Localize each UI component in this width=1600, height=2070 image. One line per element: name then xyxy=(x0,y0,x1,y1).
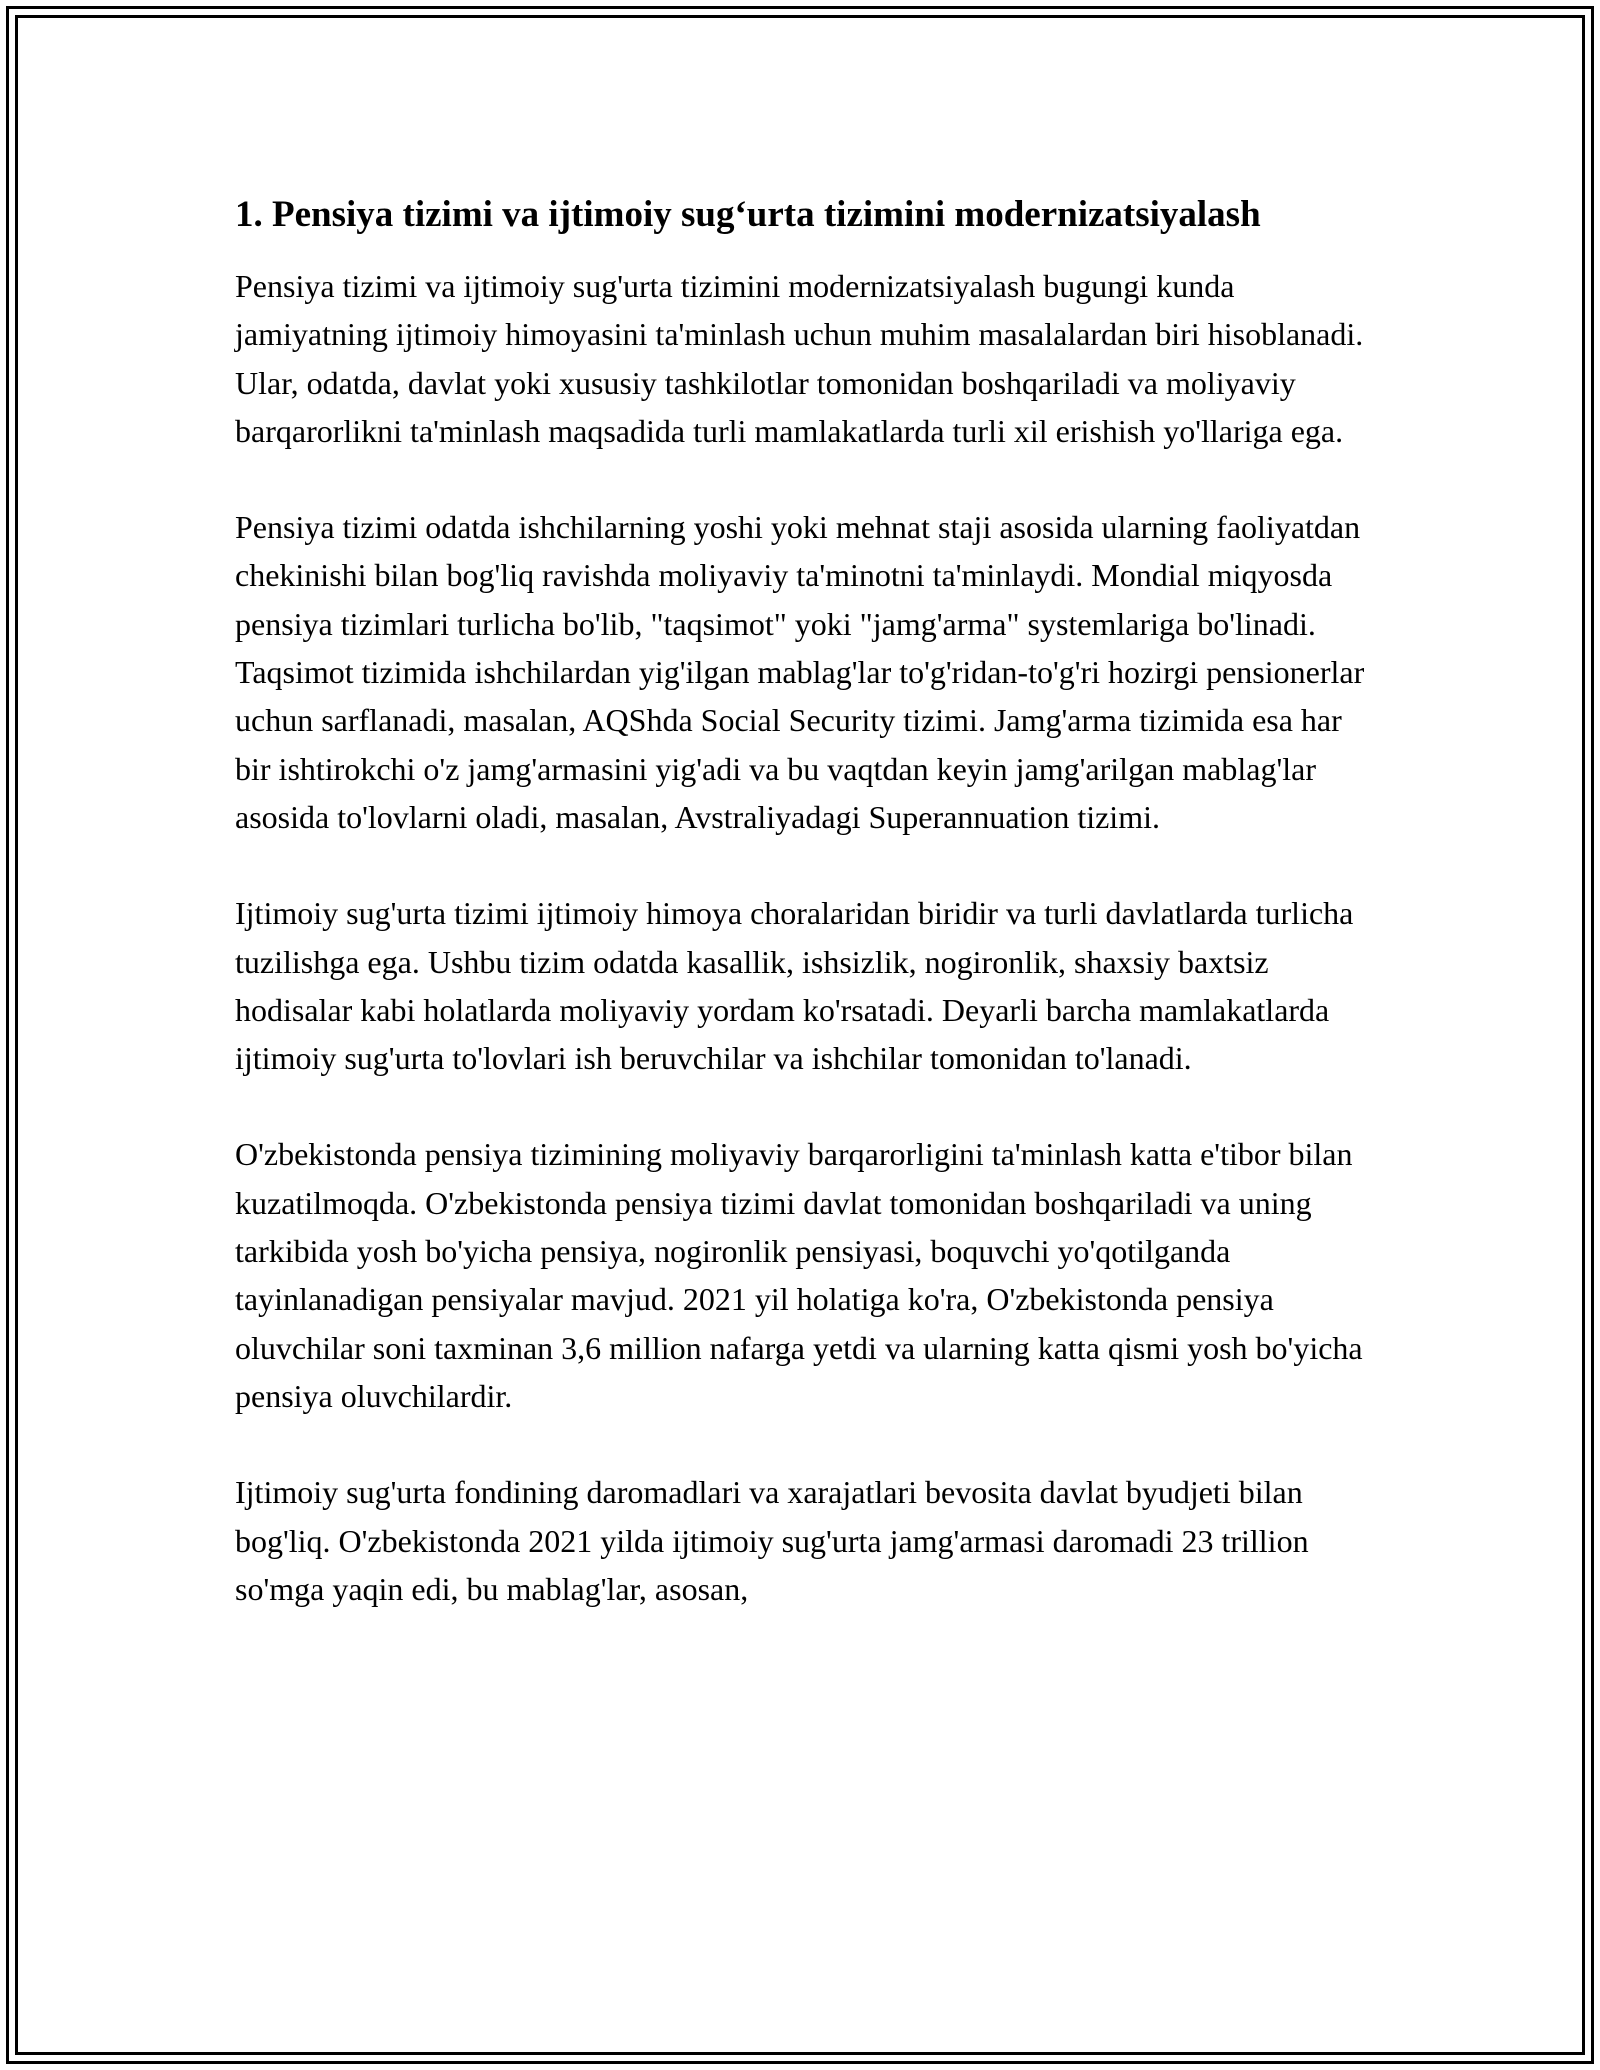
paragraph-social-insurance: Ijtimoiy sug'urta tizimi ijtimoiy himoya choralaridan biridir va turli davlatlarda turlicha tuzilishga ega. Ushbu tizim odatda kasallik, ishsizlik, nogironlik, shaxsiy baxtsiz hodisalar kabi holatlarda moliyaviy yordam ko'rsatadi. Deyarli barcha mamlakatlarda ijtimoiy sug'urta to'lovlari ish beruvchilar va ishchilar tomonidan to'lanadi. xyxy=(235,895,1354,1077)
paragraph-insurance-fund: Ijtimoiy sug'urta fondining daromadlari va xarajatlari bevosita davlat byudjeti bilan bog'liq. O'zbekistonda 2021 yilda ijtimoiy sug'urta jamg'armasi daromadi 23 trillion so'mga yaqin edi, bu mablag'lar, asosan, xyxy=(235,1474,1309,1607)
paragraph-intro: Pensiya tizimi va ijtimoiy sug'urta tizimini modernizatsiyalash bugungi kunda jamiyatning ijtimoiy himoyasini ta'minlash uchun muhim masalalardan biri hisoblanadi. Ular, odatda, davlat yoki xususiy tashkilotlar tomonidan boshqariladi va moliyaviy barqarorlikni ta'minlash maqsadida turli mamlakatlarda turli xil erishish yo'llariga ega. xyxy=(235,268,1364,449)
section-heading: 1. Pensiya tizimi va ijtimoiy sug‘urta tizimini modernizatsiyalash xyxy=(235,194,1261,235)
document-body xyxy=(235,188,1375,1661)
paragraph-pension-system: Pensiya tizimi odatda ishchilarning yoshi yoki mehnat staji asosida ularning faoliyatdan chekinishi bilan bog'liq ravishda moliyaviy ta'minotni ta'minlaydi. Mondial miqyosda pensiya tizimlari turlicha bo'lib, "taqsimot" yoki "jamg'arma" systemlariga bo'linadi. Taqsimot tizimida ishchilardan yig'ilgan mablag'lar to'g'ridan-to'g'ri hozirgi pensionerlar uchun sarflanadi, masalan, AQShda Social Security tizimi. Jamg'arma tizimida esa har bir ishtirokchi o'z jamg'armasini yig'adi va bu vaqtdan keyin jamg'arilgan mablag'lar asosida to'lovlarni oladi, masalan, Avstraliyadagi Superannuation tizimi. xyxy=(235,509,1365,835)
paragraph-uzbekistan-pension: O'zbekistonda pensiya tizimining moliyaviy barqarorligini ta'minlash katta e'tibor bilan kuzatilmoqda. O'zbekistonda pensiya tizimi davlat tomonidan boshqariladi va uning tarkibida yosh bo'yicha pensiya, nogironlik pensiyasi, boquvchi yo'qotilganda tayinlanadigan pensiyalar mavjud. 2021 yil holatiga ko'ra, O'zbekistonda pensiya oluvchilar soni taxminan 3,6 million nafarga yetdi va ularning katta qismi yosh bo'yicha pensiya oluvchilardir. xyxy=(235,1136,1363,1414)
